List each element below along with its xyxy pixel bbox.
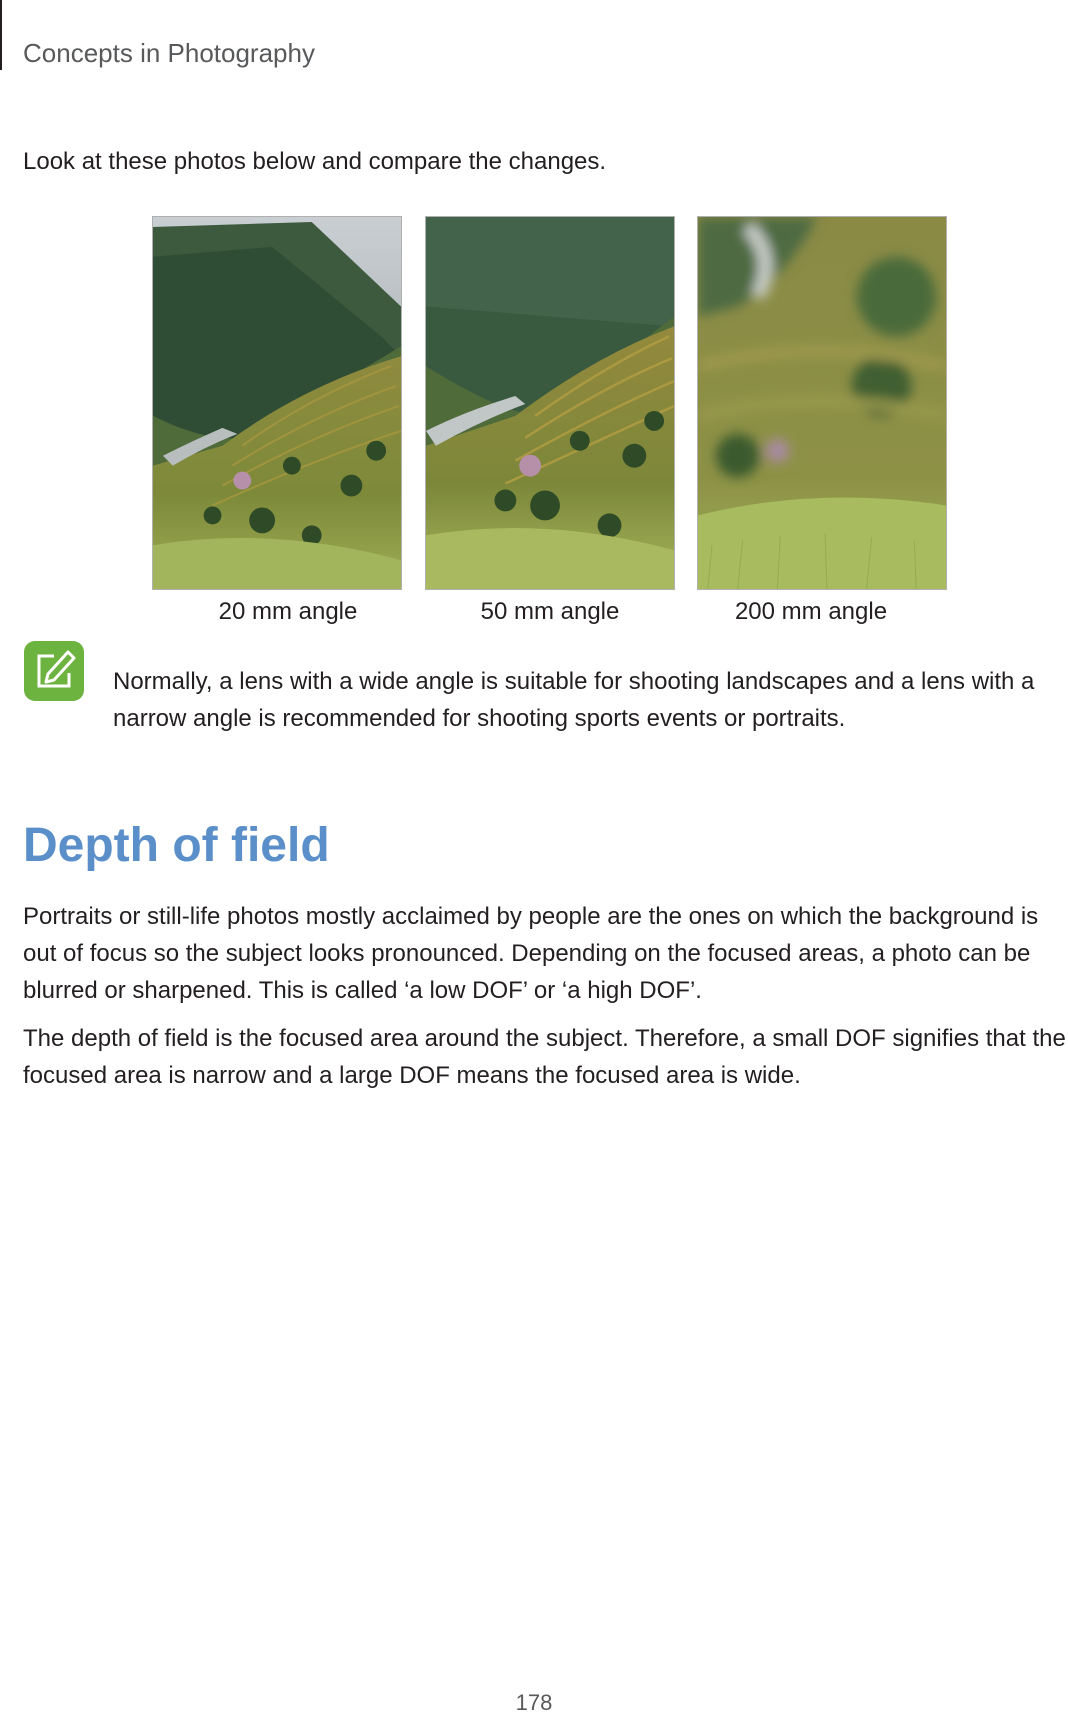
photo-200mm bbox=[697, 216, 947, 590]
photo-20mm bbox=[152, 216, 402, 590]
section-heading: Depth of field bbox=[23, 819, 330, 872]
note-text: Normally, a lens with a wide angle is suitable for shooting landscapes and a lens with a narrow angle is recommended for shooting sports events or portraits. bbox=[113, 668, 1035, 732]
header-rule bbox=[0, 0, 2, 70]
photo-caption-20mm: 20 mm angle bbox=[218, 598, 358, 625]
intro-text: Look at these photos below and compare the changes. bbox=[23, 148, 607, 175]
photo-caption-50mm: 50 mm angle bbox=[480, 598, 620, 625]
paragraph: The depth of field is the focused area around the subject. Therefore, a small DOF signifies that the focused area is narrow and a large DOF means the focused area is wide. bbox=[23, 1025, 1066, 1089]
paragraph: Portraits or still-life photos mostly acclaimed by people are the ones on which the background is out of focus so the subject looks pronounced. Depending on the focused areas, a photo can be blurred or sharpened. This is called ‘a low DOF’ or ‘a high DOF’. bbox=[23, 903, 1039, 1004]
section-title: Concepts in Photography bbox=[23, 38, 315, 68]
note-pencil-icon bbox=[24, 641, 84, 701]
photo-50mm bbox=[425, 216, 675, 590]
photo-caption-200mm: 200 mm angle bbox=[734, 598, 888, 625]
page-number: 178 bbox=[515, 1690, 553, 1715]
